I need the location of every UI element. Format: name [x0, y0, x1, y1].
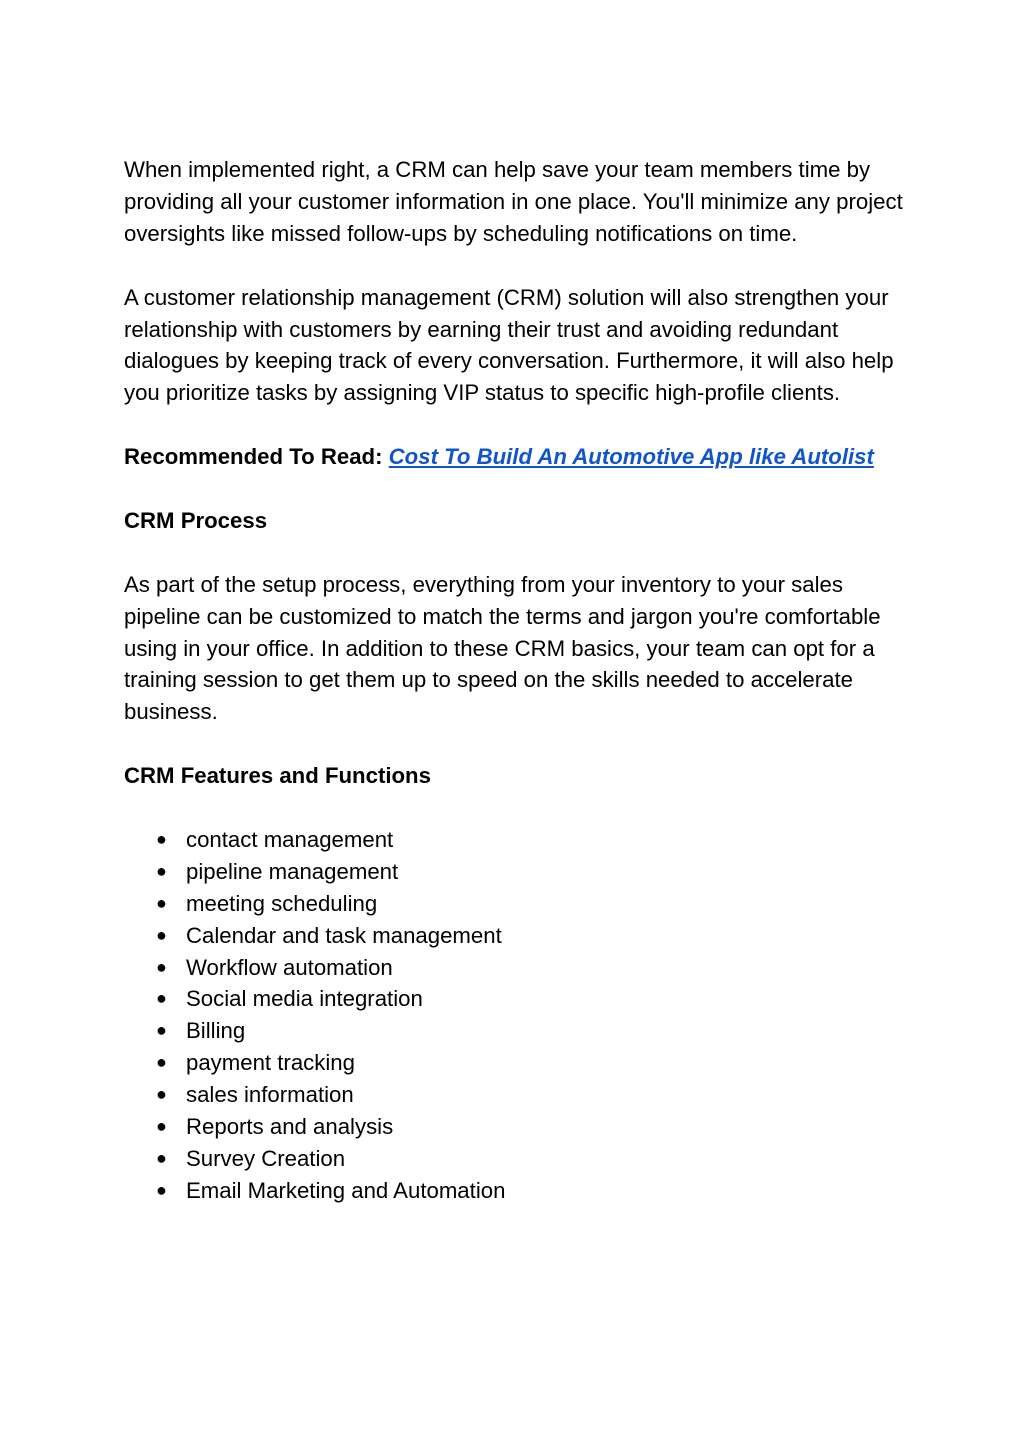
- bullet-icon: ●: [156, 1020, 167, 1041]
- list-item: [124, 1079, 904, 1111]
- list-item: [124, 856, 904, 888]
- list-item-text: meeting scheduling: [186, 890, 378, 916]
- recommended-read: [124, 441, 904, 473]
- list-item: [124, 888, 904, 920]
- bullet-icon: ●: [156, 828, 167, 849]
- list-item-text: Calendar and task management: [186, 922, 502, 948]
- crm-features-heading: CRM Features and Functions: [124, 763, 431, 789]
- list-item-text: contact management: [186, 826, 394, 852]
- bullet-icon: ●: [156, 956, 167, 977]
- list-item: [124, 1111, 904, 1143]
- bullet-icon: ●: [156, 1084, 167, 1105]
- list-item-text: payment tracking: [186, 1050, 355, 1076]
- list-item: [124, 1015, 904, 1047]
- recommended-link[interactable]: Cost To Build An Automotive App like Autolist: [388, 444, 874, 470]
- list-item: [124, 920, 904, 952]
- recommended-label: Recommended To Read:: [124, 444, 389, 470]
- list-item-text: Social media integration: [186, 986, 423, 1012]
- bullet-icon: ●: [156, 1148, 167, 1168]
- bullet-icon: ●: [156, 860, 167, 881]
- list-item-text: Survey Creation: [186, 1146, 346, 1171]
- features-list: [124, 824, 904, 1207]
- list-item: [124, 1175, 904, 1207]
- list-item-text: pipeline management: [186, 858, 399, 884]
- crm-process-heading: CRM Process: [124, 507, 268, 533]
- bullet-icon: ●: [156, 988, 167, 1009]
- bullet-icon: ●: [156, 892, 167, 913]
- bullet-icon: ●: [156, 924, 167, 945]
- list-item: [124, 952, 904, 984]
- list-item: [124, 1047, 904, 1079]
- list-item-text: Billing: [186, 1018, 246, 1044]
- list-item-text: sales information: [186, 1082, 354, 1108]
- list-item: [124, 983, 904, 1015]
- crm-process-paragraph: As part of the setup process, everything from your inventory to your sales pipeline can be customized to match the terms and jargon you're comfortable using in your office. In addition to these CRM basics, your team can opt for a training session to get them up to speed on the skills needed to accelerate business.: [124, 571, 881, 725]
- list-item-text: Workflow automation: [186, 954, 393, 980]
- list-item: [124, 1143, 904, 1175]
- intro-paragraph-1: When implemented right, a CRM can help save your team members time by providing all your customer information in one place. You'll minimize any project oversights like missed follow-ups by scheduling notifications on time.: [124, 157, 903, 246]
- bullet-icon: ●: [156, 1179, 167, 1200]
- document-page: [124, 154, 904, 1207]
- list-item-text: Reports and analysis: [186, 1114, 394, 1140]
- list-item-text: Email Marketing and Automation: [186, 1177, 506, 1203]
- bullet-icon: ●: [156, 1052, 167, 1073]
- bullet-icon: ●: [156, 1116, 167, 1137]
- list-item: [124, 824, 904, 856]
- intro-paragraph-2: A customer relationship management (CRM) solution will also strengthen your relationship with customers by earning their trust and avoiding redundant dialogues by keeping track of every conversation. Furthermore, it will also help you prioritize tasks by assigning VIP status to specific high-profile clients.: [124, 284, 894, 406]
